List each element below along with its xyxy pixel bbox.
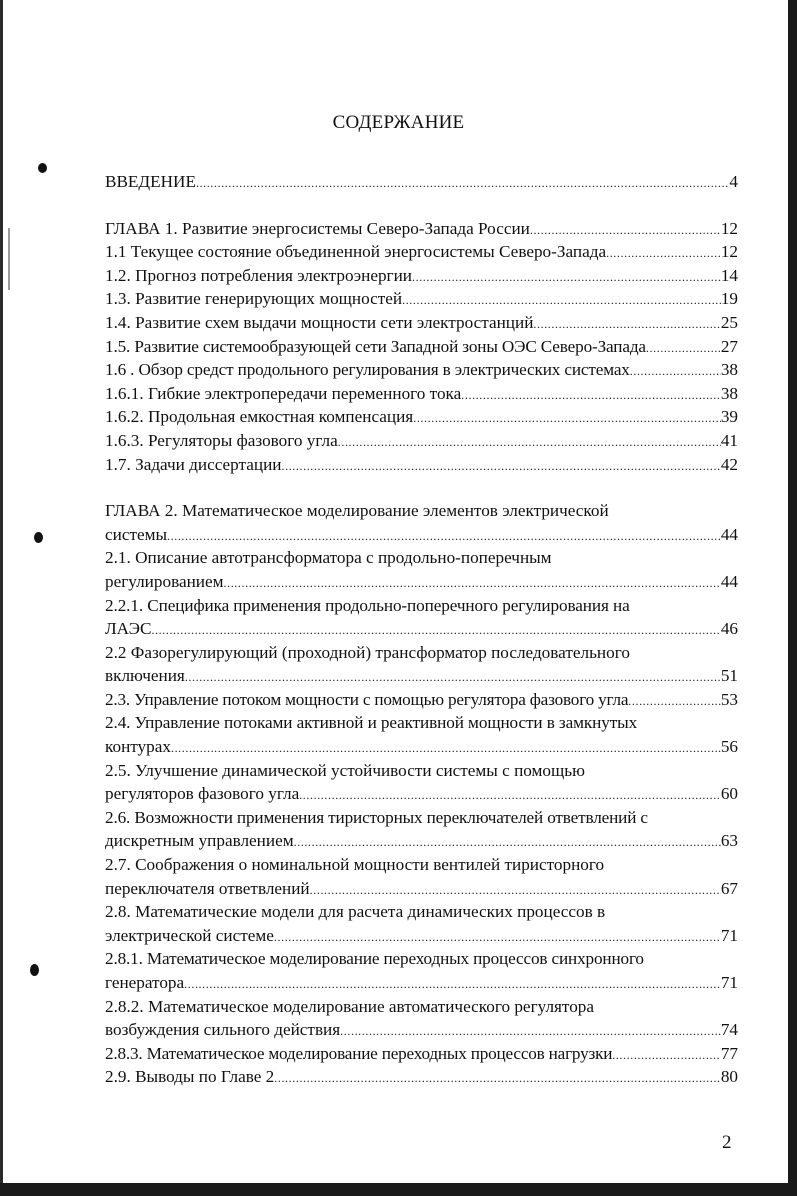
dot-leader [196,177,729,189]
toc-entry-text: ГЛАВА 1. Развитие энергосистемы Северо-Запада России [105,218,530,238]
dot-leader [184,978,721,990]
toc-entry-text: 2.6. Возможности применения тиристорных переключателей ответвлений с [105,807,648,827]
toc-entry[interactable] [105,853,738,900]
toc-entry-page: 53 [720,689,738,709]
toc-entry-page: 14 [720,265,738,285]
toc-entry[interactable] [105,947,738,994]
toc-entry[interactable] [105,264,738,288]
toc-entry-page: 39 [720,407,738,427]
toc-entry-text: 2.9. Выводы по Главе 2 [105,1067,275,1087]
punch-hole-mark [30,964,39,976]
toc-entry-page: 46 [720,619,738,639]
toc-entry-page: 44 [720,524,738,544]
toc-entry-page: 4 [729,172,738,191]
dot-leader [533,318,720,330]
dot-leader [612,1049,721,1061]
toc-entry-text: 2.2 Фазорегулирующий (проходной) трансформатор последовательного [105,642,630,662]
page-number: 2 [722,1132,732,1153]
scan-left-edge [0,0,3,1196]
toc-entry-text: 1.7. Задачи диссертации [105,454,282,474]
toc-entry-page: 41 [720,430,738,450]
toc-entry-text: 1.6.3. Регуляторы фазового угла [105,430,338,450]
toc-entry[interactable] [105,594,738,641]
page-title: СОДЕРЖАНИЕ [332,112,465,133]
dot-leader [171,742,721,754]
toc-entry-text: 2.4. Управление потоками активной и реактивной мощности в замкнутых [105,713,638,733]
toc-entry[interactable] [105,759,738,806]
scan-bottom-edge [0,1183,797,1196]
toc-entry[interactable] [105,995,738,1042]
dot-leader [402,294,721,306]
toc-entry-text: 2.8.1. Математическое моделирование переходных процессов синхронного [105,949,644,969]
toc-entry-text-cont: дискретным управлением [105,831,294,851]
dot-leader [646,342,721,354]
toc-entry-text-cont: электрической системе [105,925,274,945]
toc-entry-text: 2.1. Описание автотрансформатора с продольно-поперечным [105,548,552,568]
dot-leader [461,389,721,401]
dot-leader [167,530,721,542]
toc-entry[interactable] [105,688,738,712]
dot-leader [310,884,721,896]
toc-entry[interactable] [105,1065,738,1089]
dot-leader [282,460,721,472]
dot-leader [630,365,721,377]
toc-entry[interactable] [105,287,738,311]
toc-entry-text-cont: регулированием [105,571,224,591]
dot-leader [299,789,721,801]
toc-entry-page: 12 [720,218,738,238]
toc-entry-page: 42 [720,454,738,474]
toc-entry-page: 12 [720,242,738,262]
toc-entry[interactable] [105,806,738,853]
toc-entry[interactable] [105,335,738,359]
toc-entry-page: 38 [720,383,738,403]
toc-entry-introduction[interactable] [105,170,738,194]
toc-entry[interactable] [105,311,738,335]
dot-leader [274,931,721,943]
toc-entry-text: 1.4. Развитие схем выдачи мощности сети электростанций [105,312,534,332]
toc-entry[interactable] [105,405,738,429]
toc-entry-text: 1.6.2. Продольная емкостная компенсация [105,407,414,427]
toc-entry-text-cont: регуляторов фазового угла [105,784,300,804]
toc-entry-text-cont: ЛАЭС [105,619,152,639]
scan-right-edge [788,0,797,1196]
toc-entry-text: 1.5. Развитие системообразующей сети Западной зоны ОЭС Северо-Запада [105,336,646,356]
toc-entry[interactable] [105,1042,738,1066]
toc-entry-text: ГЛАВА 2. Математическое моделирование элементов электрической [105,501,609,521]
toc-entry-text-cont: системы [105,524,168,544]
toc-entry-text-cont: включения [105,666,185,686]
toc-entry-page: 27 [720,336,738,356]
dot-leader [224,577,721,589]
toc-entry-text: 2.8.2. Математическое моделирование автоматического регулятора [105,996,595,1016]
toc-entry-page: 44 [720,571,738,591]
toc-entry-chapter-2[interactable] [105,499,738,546]
toc-entry[interactable] [105,382,738,406]
toc-entry-chapter-1[interactable] [105,217,738,241]
toc-entry-text: 2.3. Управление потоком мощности с помощью регулятора фазового угла [105,689,629,709]
table-of-contents [105,170,738,1089]
toc-entry-text: 1.6 . Обзор средст продольного регулирования в электрических системах [105,360,630,380]
dot-leader [151,624,720,636]
toc-entry-page: 80 [720,1067,738,1087]
toc-entry-text-cont: генератора [105,973,185,992]
dot-leader [606,247,721,259]
toc-entry-text: 2.5. Улучшение динамической устойчивости системы с помощью [105,760,585,780]
toc-entry-page: 74 [720,1020,738,1040]
toc-entry-text: 1.1 Текущее состояние объединенной энергосистемы Северо-Запада [105,242,607,262]
dot-leader [294,836,721,848]
dot-leader [413,412,721,424]
toc-entry-page: 77 [720,1043,738,1063]
punch-hole-mark [34,532,43,543]
toc-entry-text: 2.8.3. Математическое моделирование переходных процессов нагрузки [105,1043,613,1063]
toc-entry-text-cont: переключателя ответвлений [105,878,310,898]
toc-entry-page: 60 [720,784,738,804]
toc-entry[interactable] [105,900,738,947]
toc-entry-page: 38 [720,360,738,380]
toc-entry-page: 25 [720,312,738,332]
toc-entry[interactable] [105,240,738,264]
toc-entry-text-cont: контурах [105,737,171,757]
toc-entry-page: 67 [720,878,738,898]
toc-entry-page: 71 [720,925,738,945]
dot-leader [274,1072,721,1084]
toc-entry[interactable] [105,711,738,758]
toc-entry[interactable] [105,429,738,453]
dot-leader [338,436,721,448]
toc-entry-text: 1.6.1. Гибкие электропередачи переменного тока [105,383,462,403]
scan-scratch-mark [8,228,10,290]
toc-entry-text: 2.7. Соображения о номинальной мощности вентилей тиристорного [105,855,605,875]
toc-entry-text: 2.8. Математические модели для расчета динамических процессов в [105,902,606,922]
toc-entry-text-cont: возбуждения сильного действия [105,1020,341,1040]
toc-entry[interactable] [105,358,738,382]
dot-leader [530,224,721,236]
toc-entry[interactable] [105,641,738,688]
toc-entry-text: 1.2. Прогноз потребления электроэнергии [105,265,412,285]
dot-leader [628,695,721,707]
toc-entry-page: 51 [720,666,738,686]
dot-leader [185,671,721,683]
toc-entry[interactable] [105,453,738,477]
toc-entry-page: 71 [720,973,738,992]
toc-entry[interactable] [105,546,738,593]
punch-hole-mark [38,163,47,173]
dot-leader [340,1025,721,1037]
toc-entry-page: 63 [720,831,738,851]
toc-entry-text: ВВЕДЕНИЕ [105,172,196,191]
toc-entry-text: 1.3. Развитие генерирующих мощностей [105,289,403,309]
toc-entry-page: 19 [720,289,738,309]
dot-leader [412,271,721,283]
toc-entry-text: 2.2.1. Специфика применения продольно-поперечного регулирования на [105,595,630,615]
toc-entry-page: 56 [720,737,738,757]
